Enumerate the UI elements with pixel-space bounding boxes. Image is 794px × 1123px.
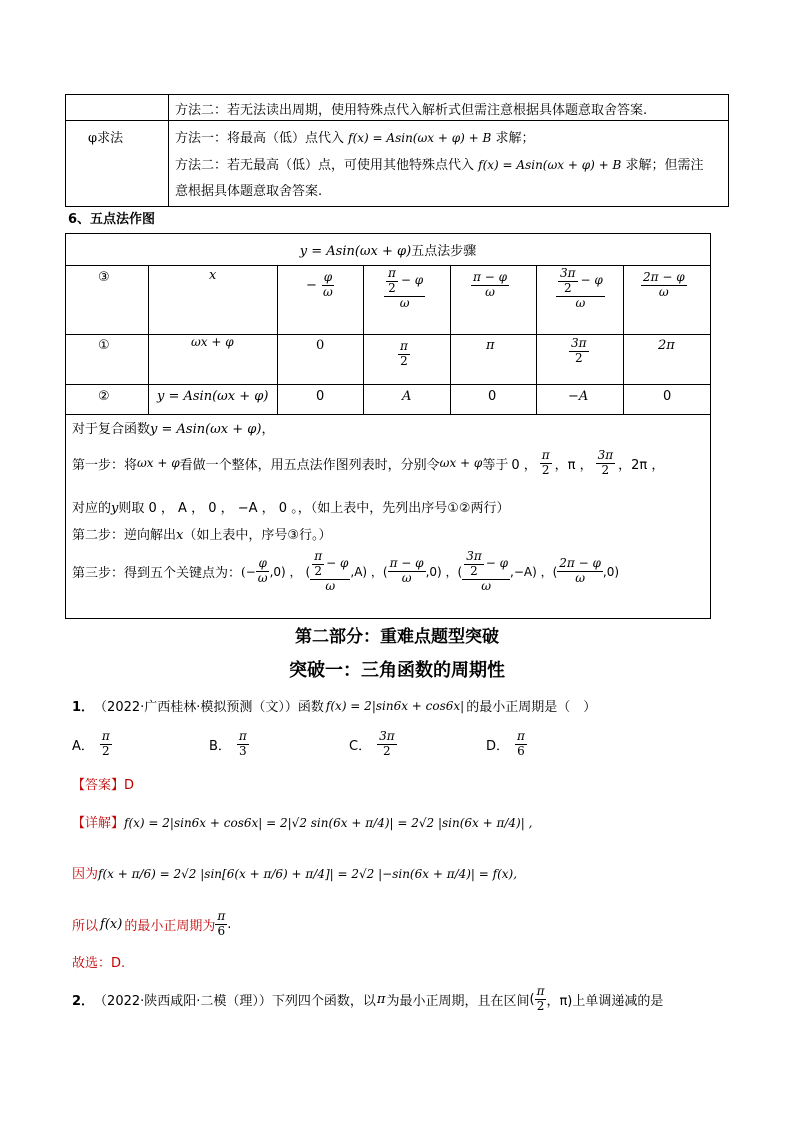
row3-val2: $\frac{\pi}{2}$ − φ ω [384,267,425,310]
row1-val1: 0 [316,338,325,353]
q1-detail-line2: 因为f(x + π/6) = 2√2 |sin[6(x + π/6) + π/4]| = 2√2 |−sin(6x + π/4)| = f(x), [72,867,518,882]
intro-line: 对于复合函数y = Asin(ωx + φ)， [72,422,275,437]
row2-val3: 0 [488,389,497,404]
q1-options [72,730,572,764]
row2-val5: 0 [663,389,672,404]
step1-line2: 对应的y则取 0 ， A ， 0 ， −A ， 0 。，（如上表中，先列出序号①②两行） [72,501,510,516]
row2-val2: A [402,389,412,404]
q1-detail-line3: 所以 f(x) 的最小正周期为 $\frac{\pi}{6}$ . [72,909,232,938]
q1-option-d[interactable]: D． $\frac{\pi}{6}$ [486,729,525,758]
row2-val1: 0 [316,389,325,404]
row1-label: ① [98,338,110,353]
row1-val2: $\frac{\pi}{2}$ [400,339,408,368]
row1-var: ωx + φ [191,335,234,349]
row2-val4: −A [568,389,589,404]
row1-val3: π [486,338,495,353]
table-title: y = Asin(ωx + φ)五点法步骤 [299,244,477,259]
method2-period-text: 方法二：若无法读出周期，使用特殊点代入解析式但需注意根据具体题意取舍答案. [175,103,648,118]
row3-val5: $\frac{2\pi - \varphi}{\omega}$ [643,270,685,299]
section6-title: 6、五点法作图 [68,212,156,227]
row1-val5: 2π [658,338,675,353]
top-table-col-divider [168,95,169,206]
row1-val4: $\frac{3\pi}{2}$ [571,336,587,365]
part2-title: 第二部分：重难点题型突破 [295,627,499,647]
row3-val4: $\frac{3\pi}{2}$ − φ ω [556,267,605,310]
q1-detail-line1: 【详解】f(x) = 2|sin6x + cos6x| = 2|√2 sin(6x + π/4)| = 2√2 |sin(6x + π/4)| , [72,816,533,831]
row3-val1: − $\frac{\varphi}{\omega}$ [306,270,333,299]
top-table [65,94,729,207]
q2-stem: 2． （2022·陕西咸阳·二模（理）） 下列四个函数，以 π 为最小正周期，且在区间 ( $\frac{\pi}{2}$ ，π) 上单调递减的是 [72,984,664,1013]
phi-method2-text: 方法二：若无最高（低）点，可使用其他特殊点代入 f(x) = Asin(ωx + φ) + B 求解；但需注 [175,158,704,173]
q1-choose: 故选：D. [72,956,126,971]
phi-method1-text: 方法一：将最高（低）点代入 f(x) = Asin(ωx + φ) + B 求解； [175,131,535,146]
row2-var: y = Asin(ωx + φ) [157,389,269,404]
q1-answer: 【答案】D [72,778,135,793]
q1-option-a[interactable]: A． $\frac{\pi}{2}$ [72,729,110,758]
q1-option-b[interactable]: B． $\frac{\pi}{3}$ [209,729,247,758]
step3-line: 第三步：得到五个关键点为： (− $\frac{\varphi}{\omega}$ ,0) ， ( $\frac{\pi}{2}$ − φ ω ,A) ， ( $\frac{\pi - \varphi}{\omega}$ ,0) ， ( $\frac{3\pi}{2}$ − φ ω ,−A) ， ( $\frac{2\pi - \varphi}{\omega}$ ,0) [72,549,620,593]
q1-stem: 1． （2022·广西桂林·模拟预测（文）） 函数 f(x) = 2|sin6x + cos6x| 的最小正周期是（ ） [72,698,597,715]
row3-var: x [209,268,217,283]
row3-val3: $\frac{\pi - \varphi}{\omega}$ [473,270,507,299]
row3-label: ③ [98,270,110,285]
row2-label: ② [98,389,110,404]
q1-option-c[interactable]: C． $\frac{3\pi}{2}$ [349,729,395,758]
top-table-row-divider [66,120,728,121]
phi-method2-cont: 意根据具体题意取舍答案. [175,184,323,199]
phi-method-label: φ求法 [88,131,124,146]
step2-line: 第二步：逆向解出x（如上表中，序号③行。） [72,528,332,543]
step1-line: 第一步：将 ωx + φ 看做一个整体，用五点法作图列表时，分别令 ωx + φ 等于 0 ， $\frac{\pi}{2}$ ，π ， $\frac{3\pi}{2}$ ，2π ， [72,448,665,477]
five-point-table [65,233,711,619]
breakthrough-title: 突破一：三角函数的周期性 [289,660,505,681]
